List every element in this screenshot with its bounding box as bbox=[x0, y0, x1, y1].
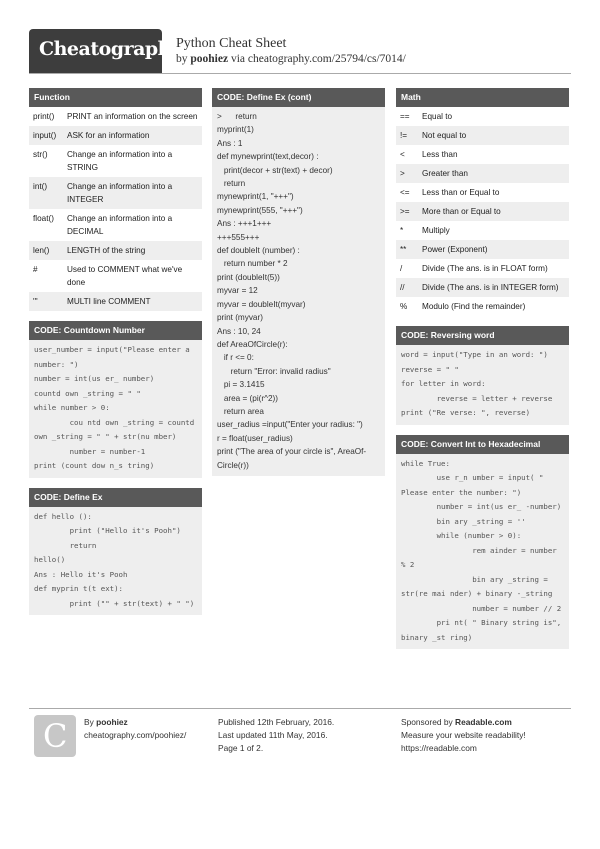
code-line: area = (pi(r^2)) bbox=[217, 393, 278, 403]
footer-author-name[interactable]: poohiez bbox=[96, 717, 128, 727]
code-line: bin ary _string = str(re mai nder) + binary -_string bbox=[401, 574, 553, 598]
math-desc: Less than or Equal to bbox=[422, 188, 500, 197]
code-line: return "Error: invalid radius" bbox=[217, 366, 331, 376]
define-box bbox=[29, 488, 202, 616]
function-row bbox=[29, 241, 202, 260]
code-line: myvar = doubleIt(myvar) bbox=[217, 299, 306, 309]
code-line: pri nt( " Binary string is", binary _st ring) bbox=[401, 618, 566, 642]
code-line: mynewprint(1, "+++") bbox=[217, 192, 294, 202]
define-box-title: CODE: Define Ex bbox=[29, 488, 202, 507]
function-key: input() bbox=[29, 126, 63, 145]
math-desc: Equal to bbox=[422, 112, 453, 121]
footer-dates bbox=[218, 716, 334, 755]
code-line: print (myvar) bbox=[217, 313, 263, 323]
math-box bbox=[396, 88, 569, 316]
math-key: // bbox=[396, 278, 418, 297]
function-row bbox=[29, 107, 202, 126]
code-line: return bbox=[34, 540, 97, 550]
code-line: reverse = letter + reverse bbox=[401, 393, 553, 403]
math-row bbox=[396, 221, 569, 240]
math-key: > bbox=[396, 164, 418, 183]
function-desc: Change an information into a STRING bbox=[67, 150, 173, 172]
math-desc: More than or Equal to bbox=[418, 202, 569, 221]
code-line: print (doubleIt(5)) bbox=[217, 272, 280, 282]
code-line: user_radius =input("Enter your radius: ") bbox=[217, 420, 363, 430]
math-desc: Multiply bbox=[422, 226, 450, 235]
page-number: Page 1 of 2. bbox=[218, 743, 264, 753]
function-row bbox=[29, 209, 202, 241]
math-key: != bbox=[396, 126, 418, 145]
sheet-title: Python Cheat Sheet bbox=[176, 36, 287, 51]
code-line: countd own _string = " " bbox=[34, 388, 141, 398]
function-row bbox=[29, 145, 202, 177]
author-link[interactable]: poohiez bbox=[190, 53, 229, 65]
code-line: use r_n umber = input( " Please enter the number: ") bbox=[401, 473, 548, 497]
header-divider bbox=[29, 73, 571, 74]
code-line: def hello (): bbox=[34, 511, 92, 521]
code-line: print ("Hello it's Pooh") bbox=[34, 526, 181, 535]
code-line: +++555+++ bbox=[217, 232, 260, 242]
define-cont-box-title: CODE: Define Ex (cont) bbox=[212, 88, 385, 107]
code-line: hello() bbox=[34, 555, 66, 564]
column-1 bbox=[29, 88, 202, 625]
math-desc: Not equal to bbox=[418, 126, 569, 145]
function-key: ''' bbox=[29, 292, 63, 311]
code-line: return area bbox=[217, 406, 264, 416]
footer-sponsor bbox=[401, 716, 526, 755]
code-line: pi = 3.1415 bbox=[217, 380, 265, 390]
math-desc: Power (Exponent) bbox=[418, 240, 569, 259]
math-desc: Less than bbox=[422, 150, 458, 159]
define-cont-box bbox=[212, 88, 385, 476]
code-line: number = number // 2 bbox=[401, 603, 562, 613]
math-row bbox=[396, 183, 569, 202]
reverse-code bbox=[396, 345, 569, 425]
footer-by-label: By bbox=[84, 717, 94, 727]
code-line: def myprin t(t ext): bbox=[34, 584, 123, 593]
function-key: print() bbox=[33, 112, 55, 121]
math-row bbox=[396, 145, 569, 164]
column-3 bbox=[396, 88, 569, 659]
reverse-box bbox=[396, 326, 569, 425]
code-line: word = input("Type in an word: ") bbox=[401, 350, 548, 359]
published-date: Published 12th February, 2016. bbox=[218, 717, 335, 727]
math-row bbox=[396, 259, 569, 278]
code-line: print(decor + str(text) + decor) bbox=[217, 165, 333, 175]
reverse-box-title: CODE: Reversing word bbox=[396, 326, 569, 345]
function-desc: Change an information into a DECIMAL bbox=[67, 214, 173, 236]
math-desc: Greater than bbox=[418, 164, 569, 183]
function-key: # bbox=[33, 265, 38, 274]
function-row bbox=[29, 260, 202, 292]
code-line: return number * 2 bbox=[217, 259, 288, 269]
code-line: Ans : 1 bbox=[217, 138, 243, 148]
code-line: while True: bbox=[401, 458, 450, 468]
sponsor-name[interactable]: Readable.com bbox=[455, 717, 512, 727]
function-key: str() bbox=[33, 150, 48, 159]
code-line: bin ary _string = '' bbox=[401, 516, 526, 526]
math-key: / bbox=[400, 264, 403, 273]
function-box-title: Function bbox=[29, 88, 202, 107]
function-key: float() bbox=[33, 214, 54, 223]
hex-code bbox=[396, 454, 569, 650]
math-row bbox=[396, 240, 569, 259]
code-line: number = number-1 bbox=[34, 446, 146, 456]
code-line: myprint(1) bbox=[217, 125, 254, 135]
function-row bbox=[29, 292, 202, 311]
code-line: print ("The area of your circle is", AreaOf-Circle(r)) bbox=[217, 447, 367, 470]
code-line: Ans : Hello it's Pooh bbox=[34, 569, 128, 579]
code-line: number = int(us er_ -number) bbox=[401, 502, 562, 511]
code-line: mynewprint(555, "+++") bbox=[217, 205, 303, 215]
sponsor-prefix: Sponsored by bbox=[401, 717, 453, 727]
math-desc: Modulo (Find the remainder) bbox=[422, 302, 526, 311]
function-key: len() bbox=[29, 241, 63, 260]
math-key: < bbox=[400, 150, 405, 159]
math-key: <= bbox=[400, 188, 410, 197]
via-link[interactable]: via cheatography.com/25794/cs/7014/ bbox=[230, 53, 406, 65]
function-desc: Change an information into a INTEGER bbox=[63, 177, 202, 209]
function-desc: ASK for an information bbox=[63, 126, 202, 145]
countdown-code bbox=[29, 340, 202, 478]
hex-box-title: CODE: Convert Int to Hexadecimal bbox=[396, 435, 569, 454]
footer-author-url[interactable]: cheatography.com/poohiez/ bbox=[84, 730, 187, 740]
function-desc: LENGTH of the string bbox=[63, 241, 202, 260]
code-line: while number > 0: bbox=[34, 403, 110, 412]
code-line: reverse = " " bbox=[401, 364, 459, 374]
function-row bbox=[29, 126, 202, 145]
code-line: number = int(us er_ number) bbox=[34, 374, 155, 383]
function-desc: Used to COMMENT what we've done bbox=[67, 265, 183, 287]
code-line: user_number = input("Please enter a number: ") bbox=[34, 345, 195, 369]
code-line: for letter in word: bbox=[401, 379, 486, 388]
math-key: >= bbox=[396, 202, 418, 221]
column-2 bbox=[212, 88, 385, 486]
code-line: > return bbox=[217, 112, 257, 121]
function-box bbox=[29, 88, 202, 311]
math-key: == bbox=[400, 112, 410, 121]
code-line: def doubleIt (number) : bbox=[217, 246, 300, 256]
math-table bbox=[396, 107, 569, 316]
define-code bbox=[29, 507, 202, 616]
code-line: r = float(user_radius) bbox=[217, 433, 293, 443]
logo-letter: C bbox=[43, 717, 68, 755]
math-desc: Divide (The ans. is in FLOAT form) bbox=[422, 264, 548, 273]
math-row bbox=[396, 202, 569, 221]
code-line: print ("Re verse: ", reverse) bbox=[401, 408, 531, 417]
code-line: rem ainder = number % 2 bbox=[401, 545, 562, 569]
code-line: if r <= 0: bbox=[217, 353, 254, 363]
math-row bbox=[396, 107, 569, 126]
function-key: int() bbox=[29, 177, 63, 209]
countdown-box-title: CODE: Countdown Number bbox=[29, 321, 202, 340]
code-line: return bbox=[217, 179, 246, 189]
math-row bbox=[396, 164, 569, 183]
math-key: % bbox=[400, 302, 408, 311]
code-line: print (count dow n_s tring) bbox=[34, 461, 155, 470]
function-row bbox=[29, 177, 202, 209]
updated-date: Last updated 11th May, 2016. bbox=[218, 730, 328, 740]
code-line: Ans : +++1+++ bbox=[217, 219, 272, 229]
function-table bbox=[29, 107, 202, 311]
by-label: by bbox=[176, 53, 188, 65]
countdown-box bbox=[29, 321, 202, 478]
code-line: myvar = 12 bbox=[217, 286, 258, 296]
sponsor-url[interactable]: https://readable.com bbox=[401, 743, 477, 753]
code-line: while (number > 0): bbox=[401, 531, 522, 540]
define-cont-code bbox=[212, 107, 385, 476]
code-line: cou ntd own _string = countd own _string = " " + str(nu mber) bbox=[34, 417, 199, 441]
function-desc: MULTI line COMMENT bbox=[63, 292, 202, 311]
code-line: def AreaOfCircle(r): bbox=[217, 339, 288, 349]
logo-text: Cheatography bbox=[39, 38, 182, 60]
math-row bbox=[396, 297, 569, 316]
sheet-subtitle bbox=[176, 53, 406, 65]
footer-divider bbox=[29, 708, 571, 709]
math-box-title: Math bbox=[396, 88, 569, 107]
code-line: print ("" + str(text) + " ") bbox=[34, 598, 195, 608]
cheatography-c-logo[interactable] bbox=[34, 715, 76, 757]
math-key: ** bbox=[396, 240, 418, 259]
hex-box bbox=[396, 435, 569, 650]
math-row bbox=[396, 126, 569, 145]
math-row bbox=[396, 278, 569, 297]
sponsor-tagline: Measure your website readability! bbox=[401, 730, 526, 740]
footer-author bbox=[84, 716, 186, 742]
code-line: def mynewprint(text,decor) : bbox=[217, 152, 319, 162]
function-desc: PRINT an information on the screen bbox=[67, 112, 198, 121]
math-key: * bbox=[400, 226, 404, 235]
code-line: Ans : 10, 24 bbox=[217, 326, 261, 336]
math-desc: Divide (The ans. is in INTEGER form) bbox=[418, 278, 569, 297]
